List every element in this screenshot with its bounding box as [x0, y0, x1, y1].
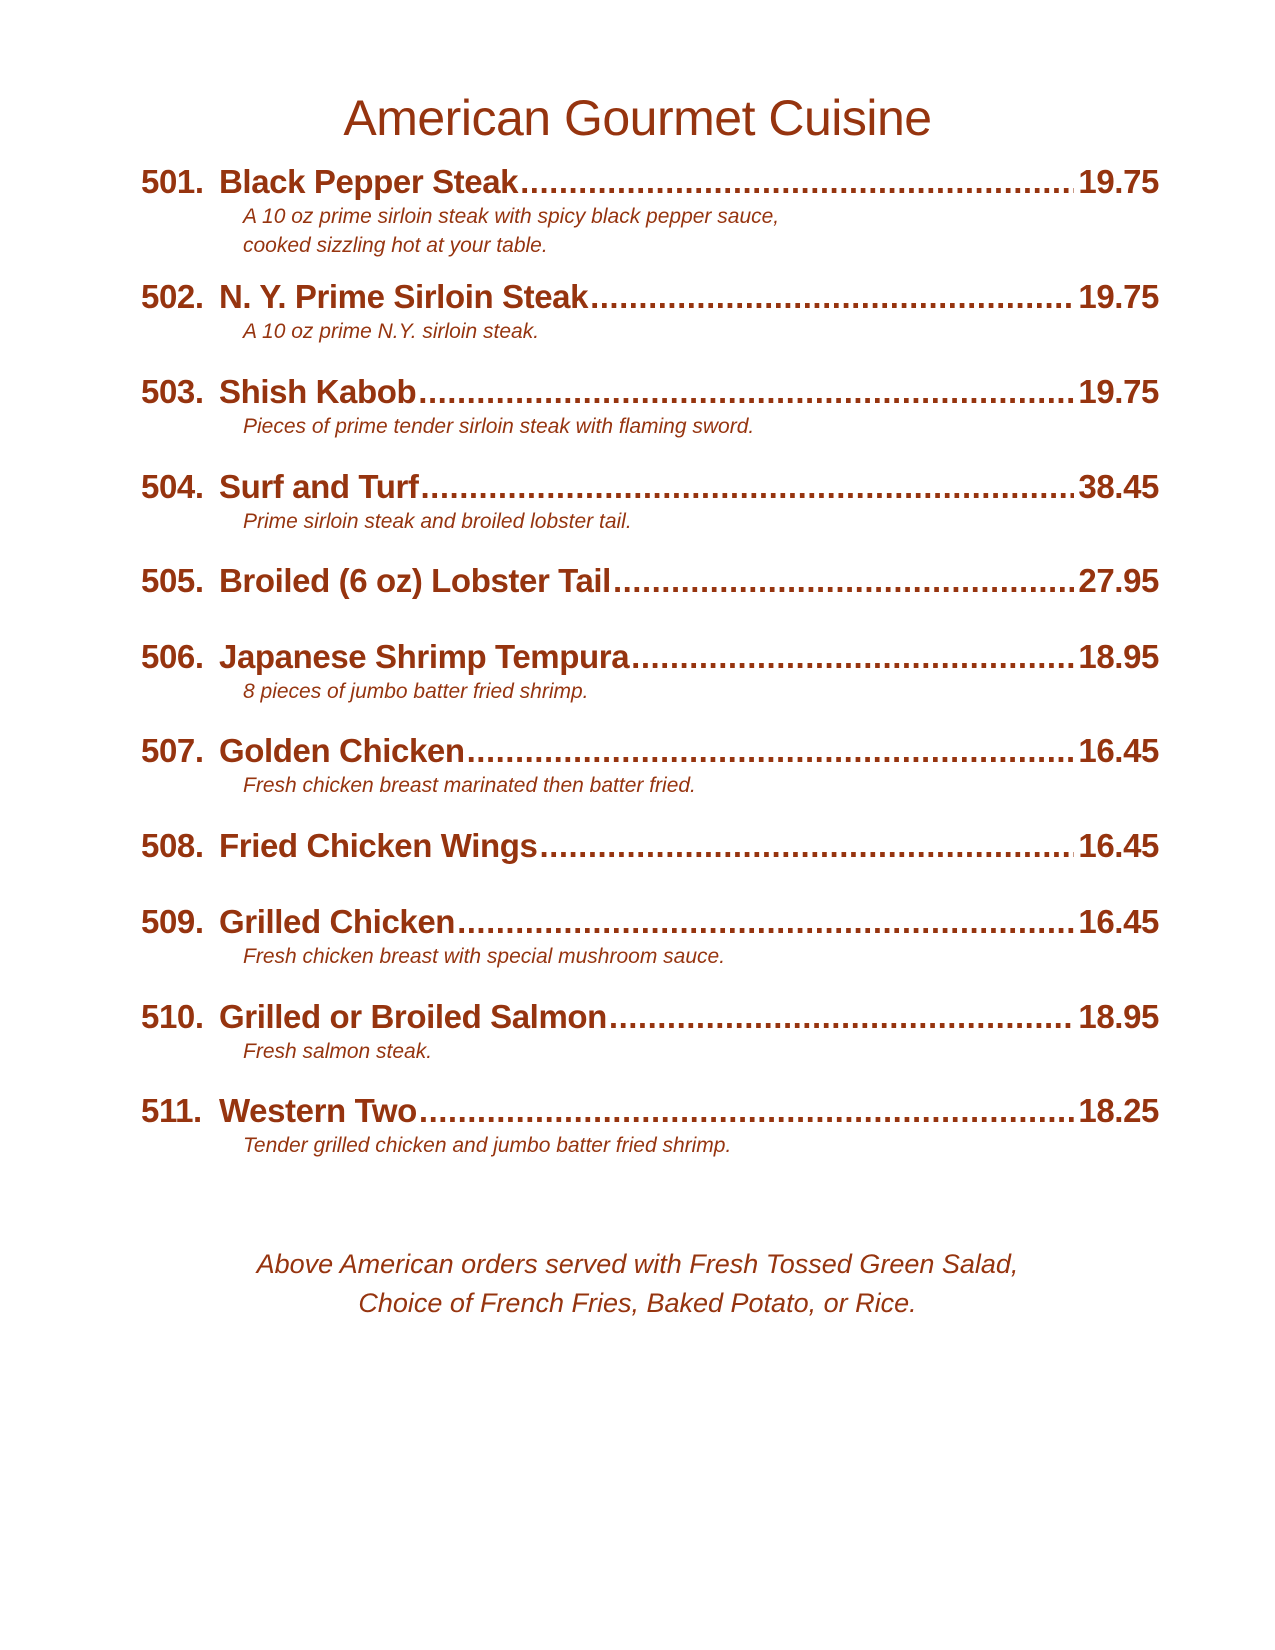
item-name: Golden Chicken [219, 732, 465, 769]
dot-leader [609, 997, 1075, 1037]
menu-item-504 [141, 467, 1159, 536]
item-price: 27.95 [1078, 562, 1159, 599]
menu-item-502 [141, 277, 1159, 346]
item-name: Western Two [219, 1092, 417, 1129]
item-name: Surf and Turf [219, 468, 419, 505]
menu-item-503 [141, 372, 1159, 441]
dot-leader [520, 162, 1074, 202]
item-number: 503. [141, 373, 204, 410]
item-price: 16.45 [1078, 827, 1159, 864]
item-name: Grilled or Broiled Salmon [219, 998, 607, 1035]
item-number: 510. [141, 998, 204, 1035]
item-number: 501. [141, 163, 204, 200]
dot-leader [631, 637, 1074, 677]
item-header [141, 826, 1159, 866]
item-name: N. Y. Prime Sirloin Steak [219, 278, 589, 315]
dot-leader [419, 1091, 1075, 1131]
item-name: Shish Kabob [219, 373, 417, 410]
item-price: 16.45 [1078, 732, 1159, 769]
item-name: Japanese Shrimp Tempura [219, 638, 630, 675]
footer-line-2: Choice of French Fries, Baked Potato, or Rice. [358, 1288, 917, 1318]
item-header [141, 162, 1159, 202]
item-description: A 10 oz prime N.Y. sirloin steak. [243, 320, 540, 343]
item-price: 38.45 [1078, 468, 1159, 505]
item-price: 19.75 [1078, 163, 1159, 200]
item-description: Fresh chicken breast with special mushroom sauce. [243, 945, 726, 968]
item-description: Tender grilled chicken and jumbo batter fried shrimp. [243, 1134, 732, 1157]
item-description: A 10 oz prime sirloin steak with spicy black pepper sauce, cooked sizzling hot at your table. [243, 205, 780, 257]
dot-leader [421, 467, 1075, 507]
item-price: 16.45 [1078, 903, 1159, 940]
item-number: 502. [141, 278, 204, 315]
item-description: 8 pieces of jumbo batter fried shrimp. [243, 680, 589, 703]
item-header [141, 277, 1159, 317]
item-header [141, 561, 1159, 601]
item-number: 507. [141, 732, 204, 769]
dot-leader [467, 731, 1075, 771]
footer-note [0, 1245, 1275, 1323]
item-description: Pieces of prime tender sirloin steak with flaming sword. [243, 415, 755, 438]
item-header [141, 997, 1159, 1037]
item-name: Black Pepper Steak [219, 163, 519, 200]
item-description: Fresh salmon steak. [243, 1040, 433, 1063]
item-description: Fresh chicken breast marinated then batter fried. [243, 774, 696, 797]
item-name: Broiled (6 oz) Lobster Tail [219, 562, 611, 599]
item-number: 511. [141, 1092, 202, 1129]
item-number: 506. [141, 638, 204, 675]
item-number: 505. [141, 562, 204, 599]
item-price: 18.95 [1078, 638, 1159, 675]
item-header [141, 467, 1159, 507]
dot-leader [457, 902, 1074, 942]
menu-item-509 [141, 902, 1159, 971]
item-name: Fried Chicken Wings [219, 827, 538, 864]
menu-item-507 [141, 731, 1159, 800]
dot-leader [590, 277, 1074, 317]
dot-leader [540, 826, 1075, 866]
menu-item-511 [141, 1091, 1159, 1160]
item-header [141, 637, 1159, 677]
dot-leader [418, 372, 1074, 412]
item-price: 19.75 [1078, 278, 1159, 315]
item-price: 19.75 [1078, 373, 1159, 410]
item-header [141, 902, 1159, 942]
item-price: 18.95 [1078, 998, 1159, 1035]
item-number: 508. [141, 827, 204, 864]
item-header [141, 372, 1159, 412]
item-description: Prime sirloin steak and broiled lobster tail. [243, 510, 632, 533]
item-price: 18.25 [1078, 1092, 1159, 1129]
page-title: American Gourmet Cuisine [343, 90, 932, 146]
footer-line-1: Above American orders served with Fresh Tossed Green Salad, [256, 1249, 1019, 1279]
menu-item-510 [141, 997, 1159, 1066]
item-header [141, 1091, 1159, 1131]
menu-item-508 [141, 826, 1159, 866]
item-number: 504. [141, 468, 204, 505]
item-name: Grilled Chicken [219, 903, 456, 940]
item-header [141, 731, 1159, 771]
menu-item-505 [141, 561, 1159, 601]
item-number: 509. [141, 903, 204, 940]
menu-item-506 [141, 637, 1159, 706]
dot-leader [613, 561, 1074, 601]
menu-item-501 [141, 162, 1159, 260]
